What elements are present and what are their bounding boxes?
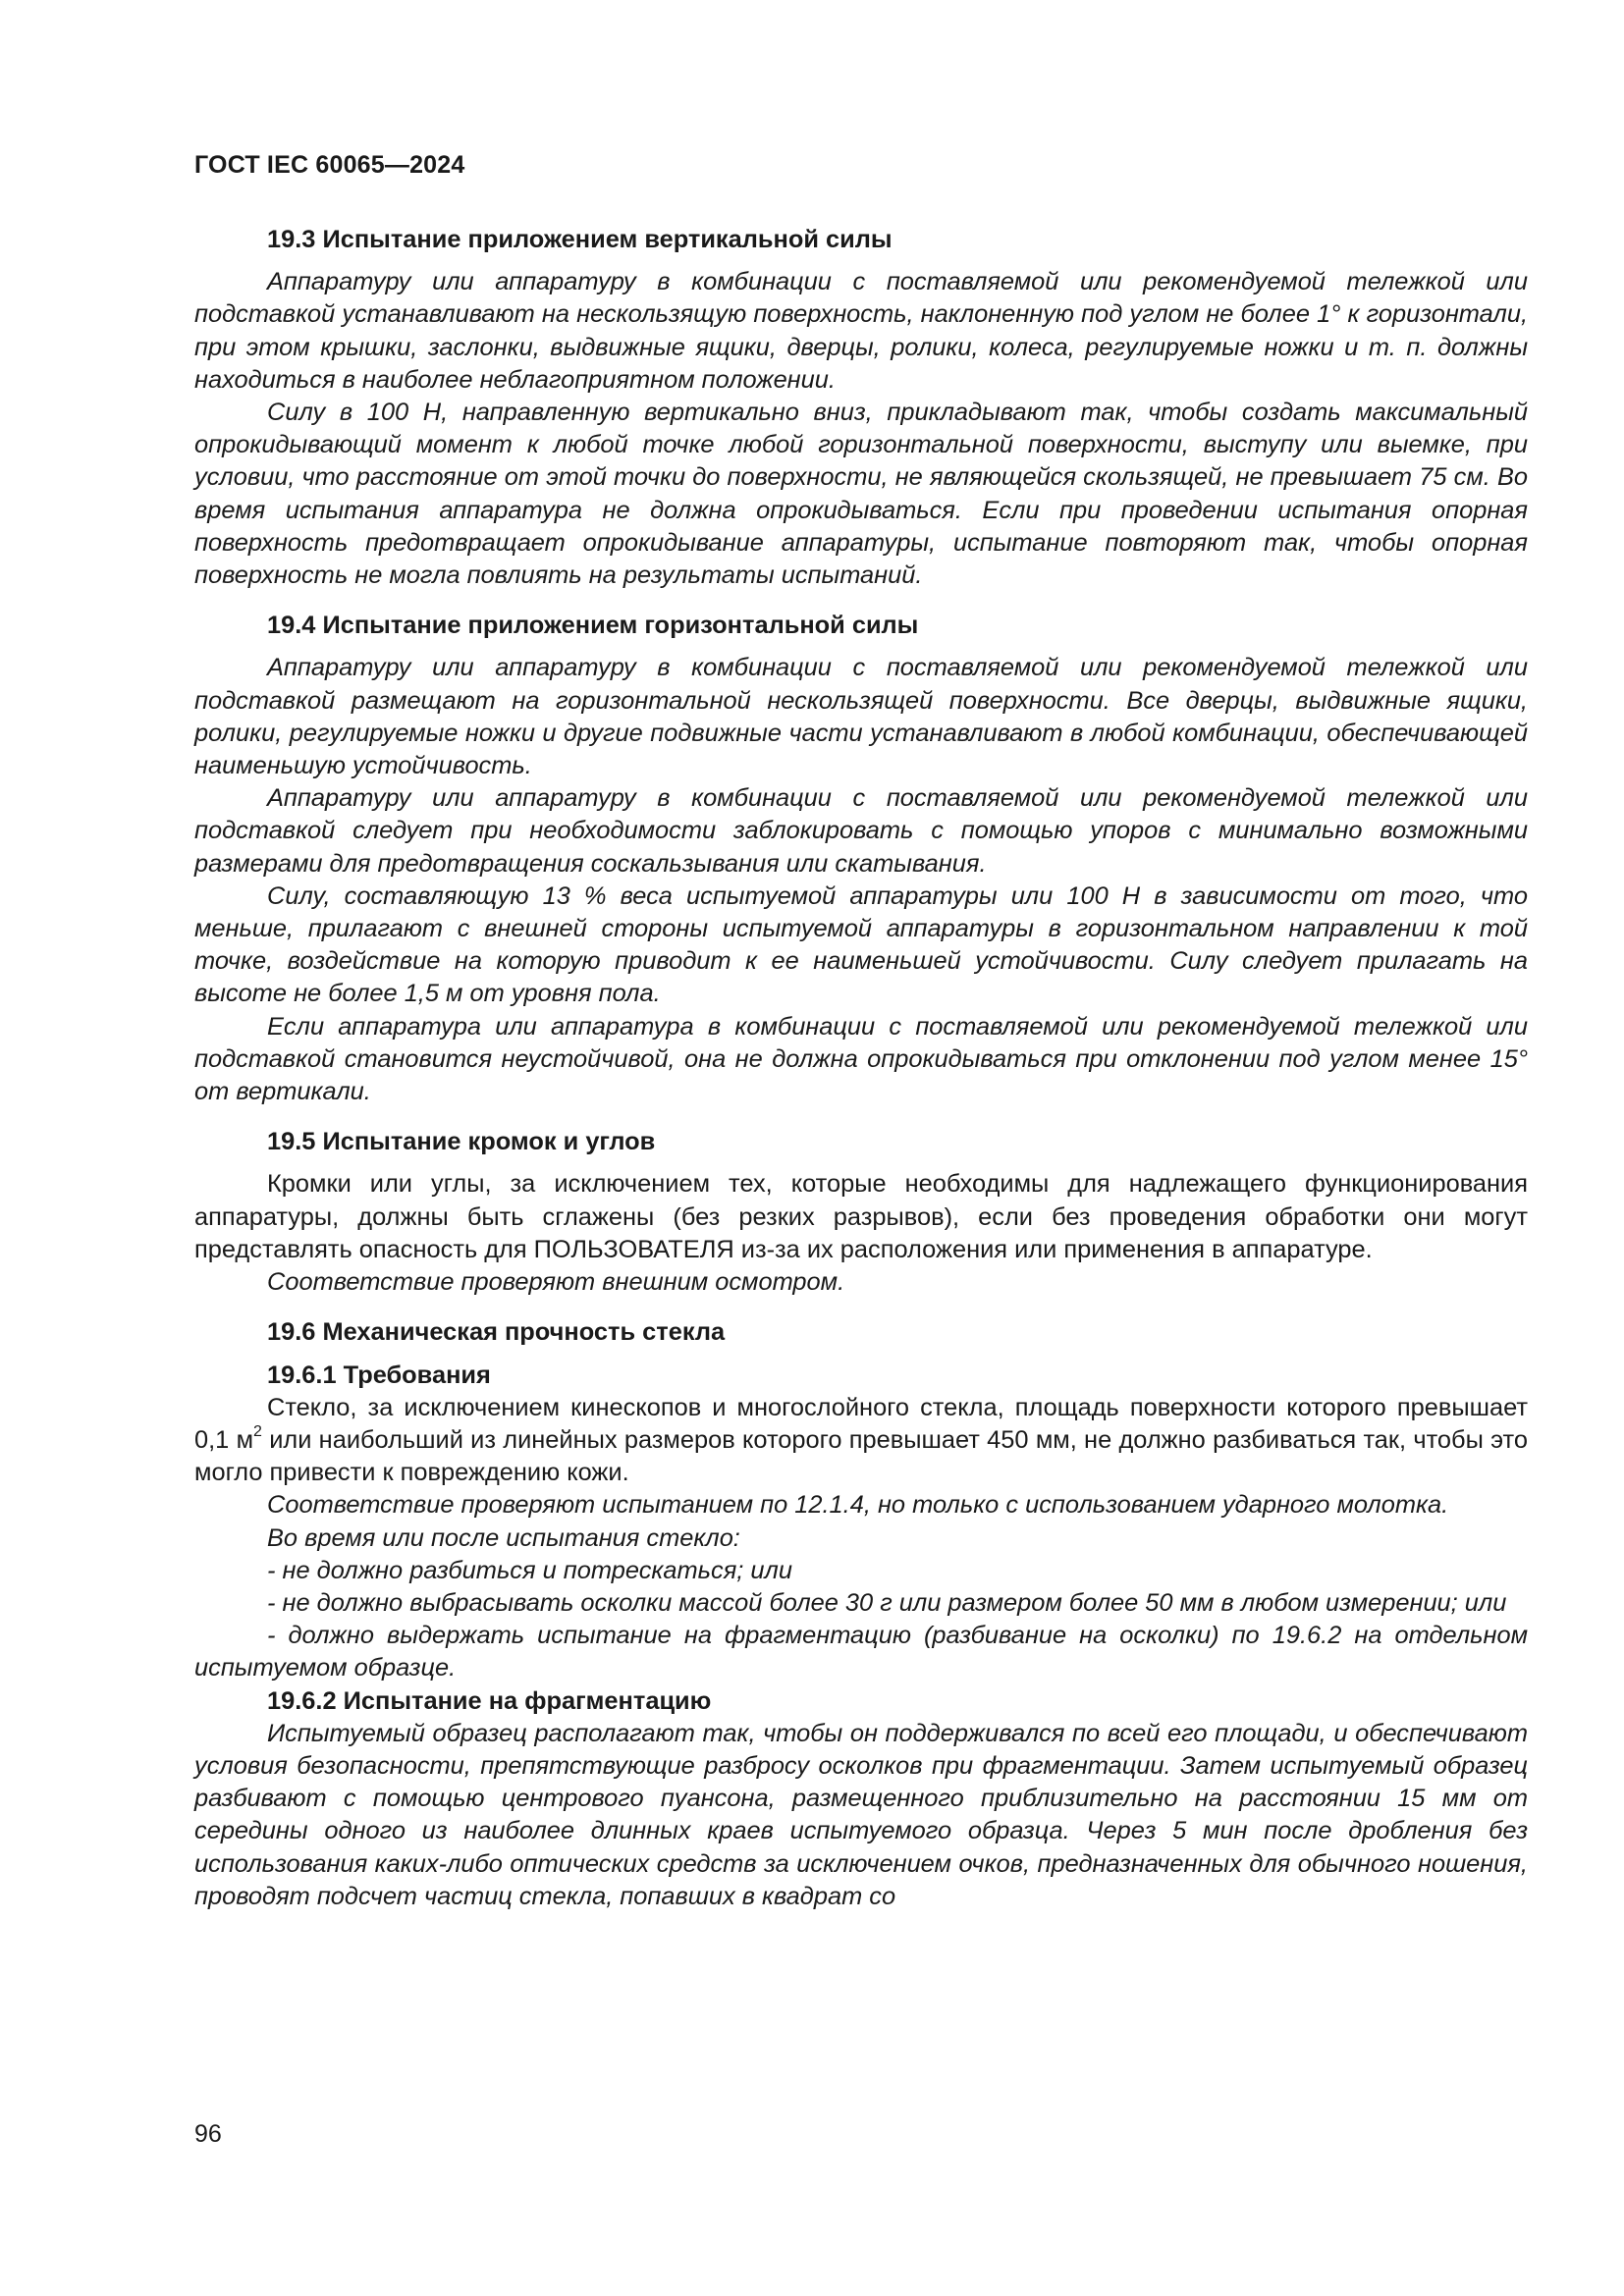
section-19-6-2 [194, 1685, 1528, 1913]
page-number: 96 [194, 2120, 222, 2148]
paragraph: Соответствие проверяют испытанием по 12.1.4, но только с использованием ударного молотка. [267, 1491, 1449, 1520]
paragraph: Испытуемый образец располагают так, чтобы он поддерживался по всей его площади, и обеспечивают условия безопасности, препятствующие разбросу осколков при фрагментации. Затем испытуемый образец разбивают с помощью центрового пуансона, размещенного приблизительно на расстоянии 15 мм от середины одного из наиболее длинных краев испытуемого образца. Через 5 мин после дробления без использования каких-либо оптических средств за исключением очков, предназначенных для обычного ношения, проводят подсчет частиц стекла, попавших в квадрат со [194, 1719, 1528, 1910]
section-heading: 19.4 Испытание приложением горизонтальной силы [267, 612, 919, 640]
section-19-6-1 [194, 1360, 1528, 1685]
paragraph: Во время или после испытания стекло: [267, 1523, 740, 1552]
paragraph: Кромки или углы, за исключением тех, которые необходимы для надлежащего функционирования аппаратуры, должны быть сглажены (без резких разрывов), если без проведения обработки они могут представлять опасность для ПОЛЬЗОВАТЕЛЯ из-за их расположения или применения в аппаратуре. [194, 1170, 1528, 1263]
paragraph: Аппаратуру или аппаратуру в комбинации с поставляемой или рекомендуемой тележкой или подставкой следует при необходимости заблокировать с помощью упоров с минимально возможными размерами для предотвращения соскальзывания или скатывания. [194, 784, 1528, 878]
paragraph: Соответствие проверяют внешним осмотром. [267, 1268, 845, 1297]
section-heading: 19.6 Механическая прочность стекла [267, 1318, 726, 1347]
section-19-4 [194, 610, 1528, 1108]
paragraph: Силу, составляющую 13 % веса испытуемой аппаратуры или 100 Н в зависимости от того, что меньше, прилагают с внешней стороны испытуемой аппаратуры в горизонтальном направлении к той точке, воздействие на которую приводит к ее наименьшей устойчивости. Силу следует прилагать на высоте не более 1,5 м от уровня пола. [194, 881, 1528, 1008]
paragraph: Силу в 100 Н, направленную вертикально вниз, прикладывают так, чтобы создать максимальный опрокидывающий момент к любой точке любой горизонтальной поверхности, выступу или выемке, при условии, что расстояние от этой точки до поверхности, не являющейся скользящей, не превышает 75 см. Во время испытания аппаратура не должна опрокидываться. Если при проведении испытания опорная поверхность предотвращает опрокидывание аппаратуры, испытание повторяют так, чтобы опорная поверхность не могла повлиять на результаты испытаний. [194, 399, 1528, 590]
section-heading: 19.3 Испытание приложением вертикальной силы [267, 226, 893, 253]
section-19-5 [194, 1126, 1528, 1299]
list-item: - должно выдержать испытание на фрагментацию (разбивание на осколки) по 19.6.2 на отдельном испытуемом образце. [194, 1622, 1528, 1682]
paragraph: Аппаратуру или аппаратуру в комбинации с поставляемой или рекомендуемой тележкой или подставкой размещают на горизонтальной нескользящей поверхности. Все дверцы, выдвижные ящики, ролики, регулируемые ножки и другие подвижные части устанавливают в любой комбинации, обеспечивающей наименьшую устойчивость. [194, 654, 1528, 780]
subsection-heading: 19.6.1 Требования [267, 1361, 491, 1389]
section-19-3 [194, 224, 1528, 592]
list-item: - не должно выбрасывать осколки массой более 30 г или размером более 50 мм в любом измерении; или [267, 1588, 1507, 1617]
paragraph: Стекло, за исключением кинескопов и многослойного стекла, площадь поверхности которого превышает 0,1 $м^2$ или наибольший из линейных размеров которого превышает 450 мм, не должно разбиваться так, чтобы это могло привести к повреждению кожи. [194, 1393, 1528, 1487]
subsection-heading: 19.6.2 Испытание на фрагментацию [267, 1686, 712, 1715]
paragraph: Если аппаратура или аппаратура в комбинации с поставляемой или рекомендуемой тележкой или подставкой становится неустойчивой, она не должна опрокидываться при отклонении под углом менее 15° от вертикали. [194, 1012, 1528, 1106]
paragraph: Аппаратуру или аппаратуру в комбинации с поставляемой или рекомендуемой тележкой или подставкой устанавливают на нескользящую поверхность, наклоненную под углом не более 1° к горизонтали, при этом крышки, заслонки, выдвижные ящики, дверцы, ролики, колеса, регулируемые ножки и т. п. должны находиться в наиболее неблагоприятном положении. [194, 268, 1528, 394]
section-heading: 19.5 Испытание кромок и углов [267, 1128, 656, 1156]
list-item: - не должно разбиться и потрескаться; или [267, 1556, 792, 1584]
section-19-6 [194, 1316, 1528, 1349]
document-header: ГОСТ IEC 60065—2024 [194, 151, 465, 179]
document-body [194, 224, 1528, 1913]
